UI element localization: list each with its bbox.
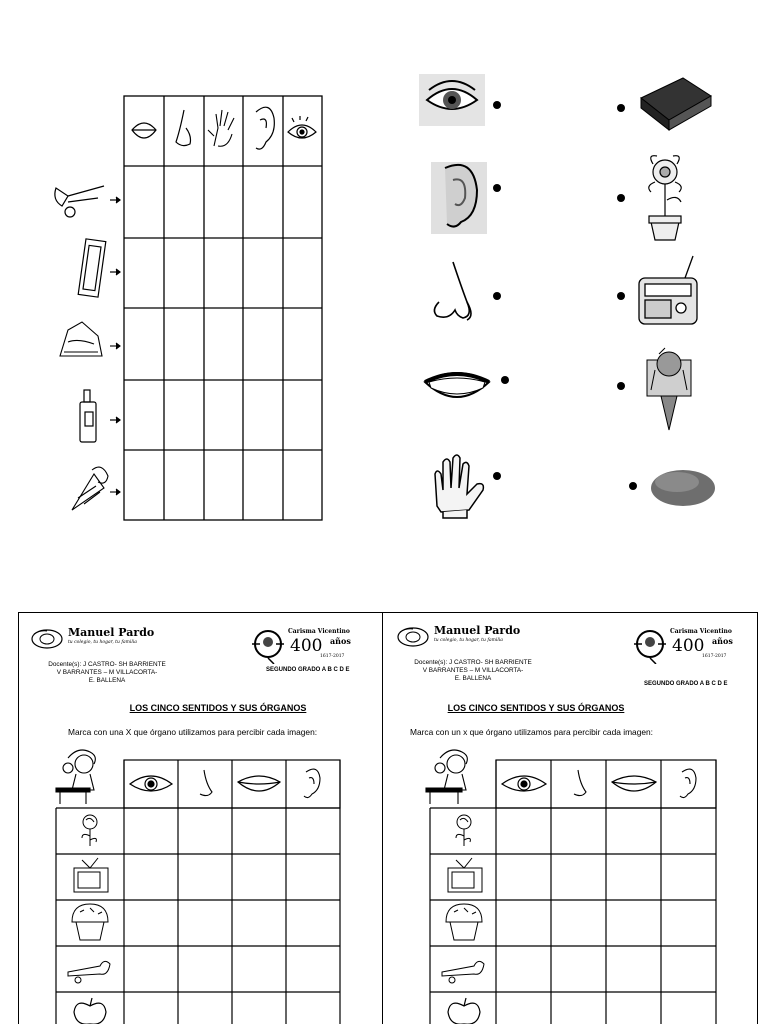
anniversary-title: Carisma Vicentino bbox=[288, 628, 350, 635]
trumpet-icon bbox=[68, 961, 110, 983]
hand-icon bbox=[208, 110, 234, 146]
anniversary-number: 400 bbox=[672, 636, 705, 656]
nose-icon bbox=[200, 770, 212, 796]
mouth-icon bbox=[132, 123, 156, 138]
anniversary-number: 400 bbox=[290, 636, 323, 656]
rose-icon bbox=[82, 815, 97, 846]
rose-icon bbox=[456, 815, 471, 846]
matching-exercise bbox=[415, 70, 735, 530]
hand-icon bbox=[435, 455, 483, 518]
cupcake-icon bbox=[446, 904, 482, 940]
ear-icon bbox=[680, 769, 696, 798]
apple-icon bbox=[74, 998, 106, 1024]
perfume-bottle-icon bbox=[80, 390, 120, 442]
nose-icon bbox=[176, 110, 191, 146]
school-crest-icon bbox=[396, 626, 430, 648]
page-title: LOS CINCO SENTIDOS Y SUS ÓRGANOS bbox=[447, 703, 625, 713]
school-logo bbox=[30, 626, 160, 652]
ear-icon bbox=[256, 107, 274, 149]
anniversary-word: años bbox=[330, 636, 351, 646]
match-dot-mouth[interactable] bbox=[501, 376, 509, 384]
ear-icon bbox=[304, 769, 320, 798]
eye-icon bbox=[130, 776, 172, 791]
cupcake-icon bbox=[72, 904, 108, 940]
mouth-icon bbox=[425, 373, 489, 397]
senses-table-top bbox=[48, 90, 338, 530]
anniversary-years: 1617-2017 bbox=[320, 654, 345, 659]
right-sheet bbox=[386, 614, 756, 1024]
lips-icon bbox=[612, 776, 656, 791]
senses-table-grid bbox=[48, 90, 338, 530]
nose-icon bbox=[434, 262, 471, 320]
cake-icon bbox=[60, 322, 120, 356]
television-icon bbox=[74, 858, 108, 892]
school-name: Manuel Pardo bbox=[68, 626, 155, 639]
child-reading-icon bbox=[426, 750, 467, 804]
instruction-text: Marca con un x que órgano utilizamos para percibir cada imagen: bbox=[410, 727, 654, 737]
eye-icon bbox=[419, 74, 485, 126]
anniversary-years: 1617-2017 bbox=[702, 654, 727, 659]
school-motto: tu colegio, tu hogar, tu familia bbox=[434, 638, 503, 643]
match-dot-radio[interactable] bbox=[617, 292, 625, 300]
match-dot-hand[interactable] bbox=[493, 472, 501, 480]
teachers-line: E. BALLENA bbox=[88, 677, 126, 684]
match-dot-book[interactable] bbox=[617, 104, 625, 112]
anniversary-logo bbox=[630, 626, 754, 666]
anniversary-emblem-icon bbox=[248, 626, 288, 664]
school-motto: tu colegio, tu hogar, tu familia bbox=[68, 640, 137, 645]
apple-icon bbox=[448, 998, 480, 1024]
child-reading-icon bbox=[56, 750, 95, 804]
match-dot-sponge[interactable] bbox=[629, 482, 637, 490]
framed-picture-icon bbox=[78, 239, 120, 297]
match-dot-ear[interactable] bbox=[493, 184, 501, 192]
school-logo bbox=[396, 624, 526, 650]
anniversary-emblem-icon bbox=[630, 626, 670, 664]
senses-table-left bbox=[20, 744, 382, 1024]
trumpet-icon bbox=[55, 186, 120, 217]
left-sheet bbox=[20, 614, 382, 1024]
flower-pot-icon bbox=[649, 156, 682, 240]
radio-icon bbox=[639, 256, 697, 324]
teachers-line: Docente(s): J CASTRO- SH BARRIENTE bbox=[414, 659, 532, 666]
anniversary-logo bbox=[248, 626, 372, 666]
teachers-block bbox=[32, 661, 182, 685]
match-dot-eye[interactable] bbox=[493, 101, 501, 109]
ice-cream-icon bbox=[647, 348, 691, 430]
television-icon bbox=[448, 858, 482, 892]
anniversary-title: Carisma Vicentino bbox=[670, 628, 732, 635]
lips-icon bbox=[238, 776, 280, 791]
match-dot-icecream[interactable] bbox=[617, 382, 625, 390]
trumpet-icon bbox=[442, 961, 484, 983]
book-icon bbox=[641, 78, 711, 130]
teachers-block bbox=[398, 659, 548, 683]
match-dot-flower[interactable] bbox=[617, 194, 625, 202]
nose-icon bbox=[574, 770, 586, 796]
ear-icon bbox=[431, 162, 487, 234]
grade-label: SEGUNDO GRADO A B C D E bbox=[266, 667, 350, 673]
teachers-line: E. BALLENA bbox=[454, 675, 492, 682]
teachers-line: V BARRANTES – M VILLACORTA- bbox=[56, 669, 158, 676]
teachers-line: V BARRANTES – M VILLACORTA- bbox=[422, 667, 524, 674]
instruction-text: Marca con una X que órgano utilizamos para percibir cada imagen: bbox=[68, 727, 318, 737]
matching-exercise-art bbox=[415, 70, 735, 530]
eye-icon bbox=[502, 776, 546, 791]
match-dot-nose[interactable] bbox=[493, 292, 501, 300]
page-title: LOS CINCO SENTIDOS Y SUS ÓRGANOS bbox=[129, 703, 307, 713]
worksheet-divider bbox=[382, 612, 383, 1024]
senses-table-right bbox=[386, 744, 756, 1024]
school-name: Manuel Pardo bbox=[434, 624, 521, 637]
ice-cream-cone-icon bbox=[72, 467, 120, 510]
school-crest-icon bbox=[30, 628, 64, 650]
eye-icon bbox=[288, 116, 316, 138]
grade-label: SEGUNDO GRADO A B C D E bbox=[644, 681, 728, 687]
anniversary-word: años bbox=[712, 636, 733, 646]
sponge-icon bbox=[651, 470, 715, 506]
teachers-line: Docente(s): J CASTRO- SH BARRIENTE bbox=[48, 661, 166, 668]
